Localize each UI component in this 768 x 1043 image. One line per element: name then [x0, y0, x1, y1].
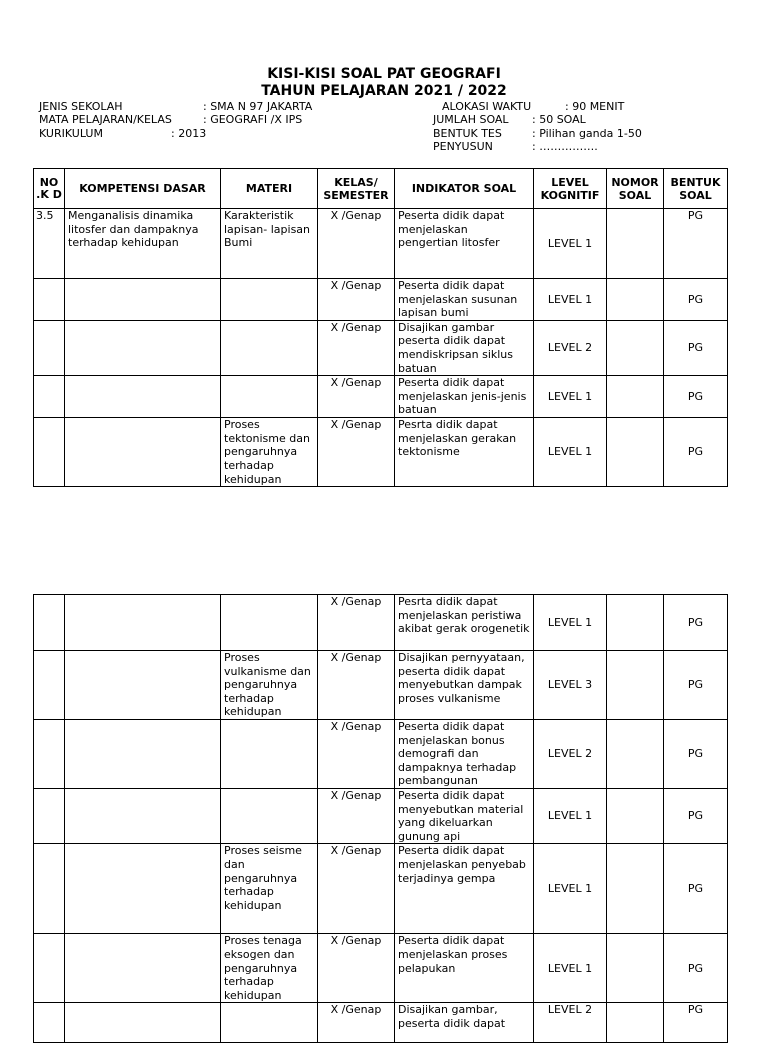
- kisi-kisi-table-page2: [33, 594, 728, 1043]
- cell-level: LEVEL 2: [534, 719, 607, 788]
- table-row: [34, 651, 728, 720]
- info-jumlah-label: JUMLAH SOAL: [433, 113, 509, 126]
- table-row: [34, 320, 728, 375]
- cell-kompetensi: [65, 844, 221, 934]
- cell-indikator: Peserta didik dapat menjelaskan proses pelapukan: [395, 934, 534, 1003]
- cell-level: LEVEL 1: [534, 376, 607, 418]
- cell-nomor: [607, 279, 664, 321]
- cell-kompetensi: [65, 719, 221, 788]
- cell-kelas: X /Genap: [318, 376, 395, 418]
- cell-kelas: X /Genap: [318, 788, 395, 843]
- cell-indikator: Peserta didik dapat menjelaskan bonus demografi dan dampaknya terhadap pembangunan: [395, 719, 534, 788]
- cell-kompetensi: [65, 595, 221, 651]
- info-bentuk-label: BENTUK TES: [433, 127, 502, 140]
- info-jumlah-value: : 50 SOAL: [532, 113, 586, 126]
- cell-kompetensi: [65, 788, 221, 843]
- header-materi: MATERI: [221, 169, 318, 209]
- cell-bentuk: PG: [664, 934, 728, 1003]
- cell-materi: Proses seisme dan pengaruhnya terhadap kehidupan: [221, 844, 318, 934]
- cell-nomor: [607, 376, 664, 418]
- cell-kelas: X /Genap: [318, 844, 395, 934]
- info-jenis-sekolah-label: JENIS SEKOLAH: [39, 100, 123, 113]
- table-row: [34, 376, 728, 418]
- cell-no-kd: [34, 595, 65, 651]
- cell-no-kd: [34, 651, 65, 720]
- cell-indikator: Disajikan gambar peserta didik dapat mendiskripsan siklus batuan: [395, 320, 534, 375]
- cell-level: LEVEL 1: [534, 209, 607, 279]
- cell-materi: [221, 376, 318, 418]
- cell-materi: Proses tenaga eksogen dan pengaruhnya terhadap kehidupan: [221, 934, 318, 1003]
- cell-materi: [221, 320, 318, 375]
- cell-indikator: Peserta didik dapat menjelaskan penyebab terjadinya gempa: [395, 844, 534, 934]
- cell-bentuk: PG: [664, 209, 728, 279]
- table-row: [34, 788, 728, 843]
- cell-no-kd: 3.5: [34, 209, 65, 279]
- cell-bentuk: PG: [664, 719, 728, 788]
- info-mapel-value: : GEOGRAFI /X IPS: [203, 113, 303, 126]
- info-kurikulum-label: KURIKULUM: [39, 127, 103, 140]
- cell-nomor: [607, 418, 664, 487]
- cell-no-kd: [34, 320, 65, 375]
- table-header-row: [34, 169, 728, 209]
- cell-indikator: Peserta didik dapat menjelaskan pengertian litosfer: [395, 209, 534, 279]
- cell-kelas: X /Genap: [318, 418, 395, 487]
- cell-kelas: X /Genap: [318, 320, 395, 375]
- cell-nomor: [607, 719, 664, 788]
- table-row: [34, 595, 728, 651]
- cell-kompetensi: Menganalisis dinamika litosfer dan dampaknya terhadap kehidupan: [65, 209, 221, 279]
- cell-level: LEVEL 1: [534, 788, 607, 843]
- table-row: [34, 934, 728, 1003]
- cell-bentuk: PG: [664, 1003, 728, 1043]
- cell-level: LEVEL 1: [534, 844, 607, 934]
- cell-nomor: [607, 844, 664, 934]
- header-indikator: INDIKATOR SOAL: [395, 169, 534, 209]
- cell-materi: [221, 788, 318, 843]
- cell-bentuk: PG: [664, 651, 728, 720]
- cell-bentuk: PG: [664, 595, 728, 651]
- info-jenis-sekolah-value: : SMA N 97 JAKARTA: [203, 100, 313, 113]
- cell-nomor: [607, 651, 664, 720]
- cell-no-kd: [34, 788, 65, 843]
- table-row: [34, 209, 728, 279]
- cell-materi: Proses tektonisme dan pengaruhnya terhadap kehidupan: [221, 418, 318, 487]
- cell-level: LEVEL 1: [534, 934, 607, 1003]
- cell-bentuk: PG: [664, 844, 728, 934]
- cell-bentuk: PG: [664, 279, 728, 321]
- cell-kompetensi: [65, 1003, 221, 1043]
- cell-kompetensi: [65, 934, 221, 1003]
- cell-indikator: Peserta didik dapat menjelaskan jenis-jenis batuan: [395, 376, 534, 418]
- cell-indikator: Peserta didik dapat menjelaskan susunan lapisan bumi: [395, 279, 534, 321]
- cell-kompetensi: [65, 651, 221, 720]
- cell-nomor: [607, 320, 664, 375]
- cell-nomor: [607, 1003, 664, 1043]
- cell-indikator: Disajikan pernyyataan, peserta didik dapat menyebutkan dampak proses vulkanisme: [395, 651, 534, 720]
- cell-kelas: X /Genap: [318, 651, 395, 720]
- table-row: [34, 844, 728, 934]
- header-no-kd: NO .K D: [34, 169, 65, 209]
- cell-kompetensi: [65, 320, 221, 375]
- info-mapel-label: MATA PELAJARAN/KELAS: [39, 113, 172, 126]
- cell-indikator: Disajikan gambar, peserta didik dapat: [395, 1003, 534, 1043]
- cell-level: LEVEL 1: [534, 279, 607, 321]
- cell-kelas: X /Genap: [318, 1003, 395, 1043]
- info-bentuk-value: : Pilihan ganda 1-50: [532, 127, 642, 140]
- cell-nomor: [607, 209, 664, 279]
- cell-indikator: Pesrta didik dapat menjelaskan peristiwa akibat gerak orogenetik: [395, 595, 534, 651]
- cell-materi: [221, 279, 318, 321]
- info-alokasi-label: ALOKASI WAKTU: [442, 100, 532, 113]
- cell-kompetensi: [65, 376, 221, 418]
- cell-no-kd: [34, 279, 65, 321]
- cell-no-kd: [34, 418, 65, 487]
- header-nomor: NOMOR SOAL: [607, 169, 664, 209]
- cell-level: LEVEL 1: [534, 418, 607, 487]
- cell-kompetensi: [65, 279, 221, 321]
- info-penyusun-value: : …………….: [532, 140, 598, 153]
- info-penyusun-label: PENYUSUN: [433, 140, 493, 153]
- cell-materi: [221, 719, 318, 788]
- cell-level: LEVEL 2: [534, 320, 607, 375]
- cell-bentuk: PG: [664, 320, 728, 375]
- cell-bentuk: PG: [664, 418, 728, 487]
- table-row: [34, 279, 728, 321]
- cell-no-kd: [34, 844, 65, 934]
- cell-nomor: [607, 595, 664, 651]
- cell-indikator: Pesrta didik dapat menjelaskan gerakan tektonisme: [395, 418, 534, 487]
- cell-nomor: [607, 934, 664, 1003]
- header-level: LEVEL KOGNITIF: [534, 169, 607, 209]
- header-bentuk: BENTUK SOAL: [664, 169, 728, 209]
- cell-bentuk: PG: [664, 788, 728, 843]
- cell-level: LEVEL 2: [534, 1003, 607, 1043]
- cell-no-kd: [34, 1003, 65, 1043]
- cell-kompetensi: [65, 418, 221, 487]
- table-row: [34, 1003, 728, 1043]
- cell-no-kd: [34, 719, 65, 788]
- cell-no-kd: [34, 376, 65, 418]
- header-kompetensi: KOMPETENSI DASAR: [65, 169, 221, 209]
- cell-nomor: [607, 788, 664, 843]
- cell-kelas: X /Genap: [318, 279, 395, 321]
- cell-materi: [221, 1003, 318, 1043]
- kisi-kisi-table-page1: [33, 168, 728, 487]
- cell-kelas: X /Genap: [318, 719, 395, 788]
- cell-no-kd: [34, 934, 65, 1003]
- table-row: [34, 719, 728, 788]
- document-subtitle: TAHUN PELAJARAN 2021 / 2022: [261, 83, 507, 99]
- cell-kelas: X /Genap: [318, 934, 395, 1003]
- cell-materi: [221, 595, 318, 651]
- document-title: KISI-KISI SOAL PAT GEOGRAFI: [267, 66, 501, 82]
- cell-indikator: Peserta didik dapat menyebutkan material yang dikeluarkan gunung api: [395, 788, 534, 843]
- cell-kelas: X /Genap: [318, 595, 395, 651]
- cell-level: LEVEL 3: [534, 651, 607, 720]
- info-alokasi-value: : 90 MENIT: [565, 100, 625, 113]
- header-kelas: KELAS/ SEMESTER: [318, 169, 395, 209]
- cell-materi: Proses vulkanisme dan pengaruhnya terhadap kehidupan: [221, 651, 318, 720]
- cell-level: LEVEL 1: [534, 595, 607, 651]
- info-kurikulum-value: : 2013: [171, 127, 207, 140]
- cell-kelas: X /Genap: [318, 209, 395, 279]
- table-row: [34, 418, 728, 487]
- cell-materi: Karakteristik lapisan- lapisan Bumi: [221, 209, 318, 279]
- cell-bentuk: PG: [664, 376, 728, 418]
